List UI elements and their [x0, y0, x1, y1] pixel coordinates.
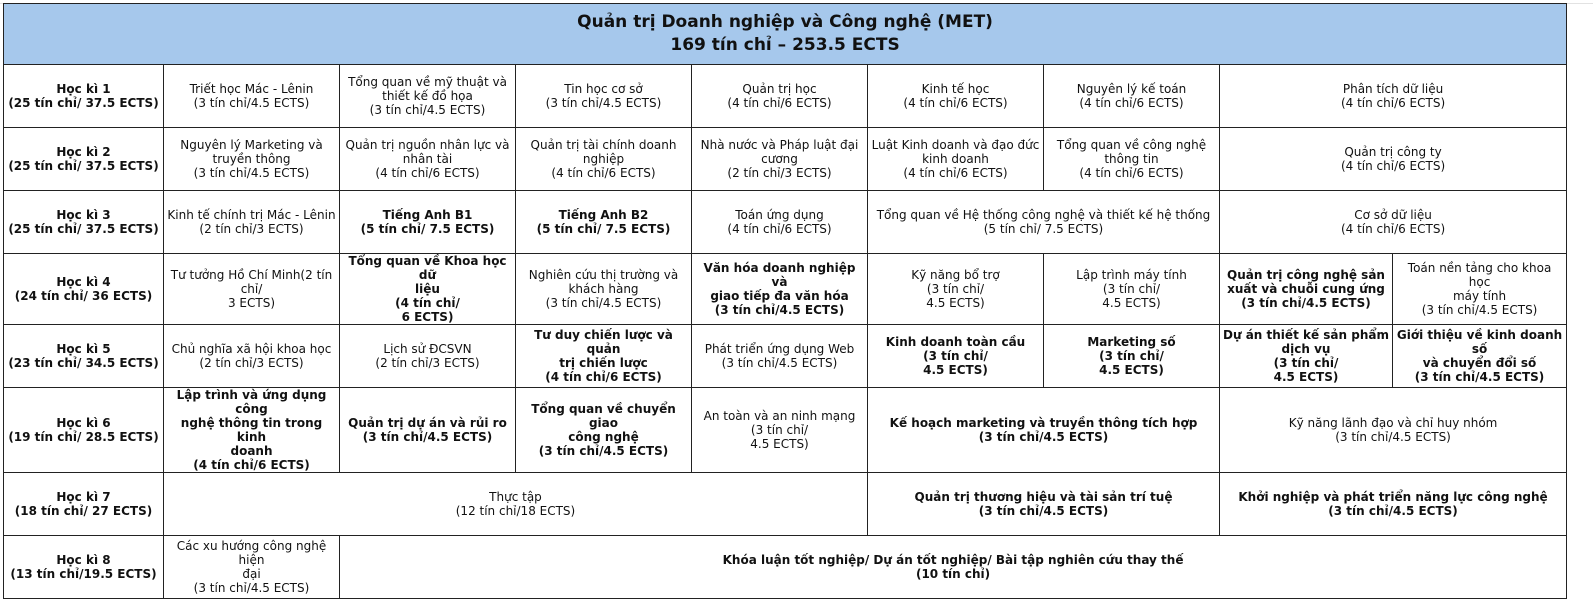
course-cell[interactable]: [1220, 128, 1567, 191]
semester-credits: (24 tín chỉ/ 36 ECTS): [14, 289, 153, 303]
course-cell[interactable]: [1220, 473, 1567, 536]
course-text-line: Kinh tế chính trị Mác - Lênin: [167, 208, 336, 222]
course-text-line: doanh: [230, 444, 273, 458]
course-text-line: (3 tín chỉ/4.5 ECTS): [193, 166, 310, 180]
course-text-line: An toàn và an ninh mạng: [703, 409, 856, 423]
semester-name: Học kì 7: [56, 490, 111, 504]
course-text-line: (3 tín chỉ/: [923, 349, 988, 363]
course-cell[interactable]: [1393, 325, 1567, 388]
course-text-line: (10 tín chỉ): [915, 567, 991, 581]
course-text-line: Tư tưởng Hồ Chí Minh(2 tín: [170, 268, 333, 282]
course-cell[interactable]: [340, 128, 516, 191]
course-text-line: Kinh doanh toàn cầu: [885, 335, 1026, 349]
semester-name: Học kì 6: [56, 416, 111, 430]
course-text-line: nghệ thông tin trong kinh: [180, 416, 323, 444]
course-text-line: (4 tín chỉ/6 ECTS): [1079, 96, 1184, 110]
curriculum-table: [3, 3, 1567, 599]
course-text-line: Lập trình máy tính: [1076, 268, 1187, 282]
semester-label-cell[interactable]: [4, 128, 164, 191]
course-text-line: Lịch sử ĐCSVN: [383, 342, 472, 356]
course-cell[interactable]: [340, 65, 516, 128]
semester-label-cell[interactable]: [4, 191, 164, 254]
course-text-line: 4.5 ECTS): [1102, 296, 1161, 310]
course-text-line: Triết học Mác - Lênin: [189, 82, 314, 96]
course-text-line: (4 tín chỉ/6 ECTS): [727, 222, 832, 236]
course-text-line: (4 tín chỉ/6 ECTS): [1079, 166, 1184, 180]
course-cell[interactable]: [1220, 388, 1567, 473]
course-text-line: 4.5 ECTS): [1099, 363, 1164, 377]
course-text-line: (3 tín chỉ/4.5 ECTS): [714, 303, 845, 317]
course-cell[interactable]: [1044, 128, 1220, 191]
course-text-line: 6 ECTS): [401, 310, 454, 324]
course-text-line: (5 tín chỉ/ 7.5 ECTS): [536, 222, 671, 236]
course-text-line: (5 tín chỉ/ 7.5 ECTS): [983, 222, 1104, 236]
semester-credits: (23 tín chỉ/ 34.5 ECTS): [8, 356, 159, 370]
semester-credits: (25 tín chỉ/ 37.5 ECTS): [8, 159, 159, 173]
course-text-line: (12 tín chỉ/18 ECTS): [455, 504, 576, 518]
course-text-line: Tiếng Anh B1: [382, 208, 473, 222]
course-text-line: Tiếng Anh B2: [558, 208, 649, 222]
course-cell[interactable]: [868, 128, 1044, 191]
course-text-line: (2 tín chỉ/3 ECTS): [375, 356, 480, 370]
course-text-line: Quản trị công nghệ sản: [1227, 268, 1385, 282]
course-text-line: Các xu hướng công nghệ hiện: [176, 539, 327, 567]
course-cell[interactable]: [340, 254, 516, 325]
course-text-line: Khởi nghiệp và phát triển năng lực công nghệ: [1238, 490, 1548, 504]
course-text-line: giao tiếp đa văn hóa: [710, 289, 849, 303]
course-cell[interactable]: [340, 388, 516, 473]
course-text-line: Quản trị dự án và rủi ro: [348, 416, 507, 430]
course-text-line: xuất và chuỗi cung ứng: [1227, 282, 1385, 296]
course-text-line: (3 tín chỉ/4.5 ECTS): [538, 444, 669, 458]
semester-credits: (19 tín chỉ/ 28.5 ECTS): [8, 430, 159, 444]
semester-credits: (25 tín chỉ/ 37.5 ECTS): [8, 96, 159, 110]
course-cell[interactable]: [164, 191, 340, 254]
course-text-line: Tư duy chiến lược và quản: [534, 328, 673, 356]
course-text-line: (2 tín chỉ/3 ECTS): [199, 222, 304, 236]
course-text-line: (3 tín chỉ/4.5 ECTS): [545, 96, 662, 110]
course-text-line: Khóa luận tốt nghiệp/ Dự án tốt nghiệp/ Bài tập nghiên cứu thay thế: [722, 553, 1184, 567]
program-title-cell[interactable]: [4, 4, 1567, 65]
semester-label-cell[interactable]: [4, 473, 164, 536]
course-text-line: Quản trị tài chính doanh: [530, 138, 677, 152]
course-text-line: máy tính: [1452, 289, 1507, 303]
course-text-line: thiết kế đồ họa: [382, 89, 473, 103]
course-text-line: (4 tín chỉ/6 ECTS): [727, 96, 832, 110]
course-text-line: (3 tín chỉ/4.5 ECTS): [1328, 504, 1458, 518]
course-text-line: Luật Kinh doanh và đạo đức: [871, 138, 1040, 152]
course-text-line: Tổng quan về mỹ thuật và: [348, 75, 507, 89]
course-cell[interactable]: [164, 254, 340, 325]
semester-credits: (18 tín chỉ/ 27 ECTS): [14, 504, 153, 518]
course-text-line: và chuyển đổi số: [1422, 356, 1537, 370]
course-text-line: (2 tín chỉ/3 ECTS): [199, 356, 304, 370]
course-text-line: Quản trị học: [742, 82, 817, 96]
course-text-line: (3 tín chỉ/4.5 ECTS): [362, 430, 493, 444]
course-text-line: nghiệp: [582, 152, 625, 166]
course-text-line: (3 tín chỉ/: [750, 423, 809, 437]
course-text-line: Nhà nước và Pháp luật đại: [700, 138, 859, 152]
course-text-line: (3 tín chỉ/4.5 ECTS): [369, 103, 486, 117]
course-text-line: Lập trình và ứng dụng công: [176, 388, 327, 416]
course-cell[interactable]: [516, 388, 692, 473]
course-cell[interactable]: [692, 254, 868, 325]
course-text-line: Nguyên lý kế toán: [1076, 82, 1187, 96]
course-text-line: Giới thiệu về kinh doanh số: [1396, 328, 1563, 356]
course-text-line: cương: [761, 152, 798, 166]
course-text-line: 4.5 ECTS): [1273, 370, 1339, 384]
course-cell[interactable]: [516, 325, 692, 388]
semester-label-cell[interactable]: [4, 388, 164, 473]
course-text-line: (4 tín chỉ/6 ECTS): [1340, 159, 1446, 173]
course-cell[interactable]: [692, 388, 868, 473]
course-text-line: 3 ECTS): [227, 296, 276, 310]
course-text-line: (5 tín chỉ/ 7.5 ECTS): [360, 222, 495, 236]
course-text-line: (4 tín chỉ/6 ECTS): [193, 458, 310, 472]
course-cell[interactable]: [1044, 65, 1220, 128]
semester-row: [4, 388, 1567, 473]
course-cell[interactable]: [692, 191, 868, 254]
course-text-line: Tổng quan về Hệ thống công nghệ và thiết kế hệ thống: [876, 208, 1211, 222]
course-text-line: (4 tín chỉ/6 ECTS): [1340, 96, 1446, 110]
course-text-line: Quản trị thương hiệu và tài sản trí tuệ: [914, 490, 1173, 504]
semester-label-cell[interactable]: [4, 536, 164, 599]
course-cell[interactable]: [516, 254, 692, 325]
course-text-line: (3 tín chỉ/4.5 ECTS): [193, 581, 310, 595]
course-cell[interactable]: [692, 325, 868, 388]
course-cell[interactable]: [516, 191, 692, 254]
course-text-line: truyền thông: [212, 152, 291, 166]
semester-row: [4, 325, 1567, 388]
semester-row: [4, 254, 1567, 325]
course-cell[interactable]: [1393, 254, 1567, 325]
course-text-line: thông tin: [1104, 152, 1159, 166]
course-text-line: Kỹ năng lãnh đạo và chỉ huy nhóm: [1288, 416, 1498, 430]
course-text-line: (3 tín chỉ/4.5 ECTS): [721, 356, 838, 370]
course-text-line: (3 tín chỉ/4.5 ECTS): [545, 296, 662, 310]
curriculum-sheet: [3, 3, 1567, 599]
course-text-line: (3 tín chỉ/4.5 ECTS): [978, 430, 1109, 444]
semester-row: [4, 536, 1567, 599]
course-text-line: (3 tín chỉ/4.5 ECTS): [193, 96, 310, 110]
course-text-line: 4.5 ECTS): [923, 363, 988, 377]
course-text-line: Phân tích dữ liệu: [1342, 82, 1444, 96]
course-text-line: 4.5 ECTS): [750, 437, 809, 451]
course-text-line: Kinh tế học: [921, 82, 990, 96]
course-text-line: Cơ sở dữ liệu: [1354, 208, 1432, 222]
course-text-line: Quản trị nguồn nhân lực và: [345, 138, 510, 152]
course-text-line: Nghiên cứu thị trường và: [528, 268, 679, 282]
course-text-line: (3 tín chỉ/: [1099, 349, 1164, 363]
course-cell[interactable]: [340, 325, 516, 388]
semester-name: Học kì 1: [56, 82, 111, 96]
course-cell[interactable]: [164, 536, 340, 599]
course-cell[interactable]: [164, 473, 868, 536]
semester-name: Học kì 4: [56, 275, 111, 289]
program-credits: 169 tín chỉ – 253.5 ECTS: [670, 35, 900, 55]
course-text-line: Văn hóa doanh nghiệp và: [703, 261, 856, 289]
course-cell[interactable]: [340, 536, 1567, 599]
course-cell[interactable]: [868, 65, 1044, 128]
course-text-line: Phát triển ứng dụng Web: [704, 342, 855, 356]
course-cell[interactable]: [868, 325, 1044, 388]
course-text-line: (4 tín chỉ/6 ECTS): [545, 370, 662, 384]
semester-label-cell[interactable]: [4, 325, 164, 388]
course-text-line: (4 tín chỉ/6 ECTS): [903, 166, 1008, 180]
course-text-line: Dự án thiết kế sản phẩm: [1223, 328, 1389, 342]
semester-label-cell[interactable]: [4, 65, 164, 128]
semester-name: Học kì 2: [56, 145, 111, 159]
course-text-line: Toán ứng dụng: [735, 208, 824, 222]
course-cell[interactable]: [516, 128, 692, 191]
course-text-line: liệu: [415, 282, 440, 296]
course-cell[interactable]: [340, 191, 516, 254]
semester-credits: (13 tín chỉ/19.5 ECTS): [10, 567, 157, 581]
course-text-line: Quản trị công ty: [1344, 145, 1442, 159]
course-cell[interactable]: [692, 65, 868, 128]
course-text-line: (4 tín chỉ/: [395, 296, 460, 310]
course-text-line: (4 tín chỉ/6 ECTS): [903, 96, 1008, 110]
course-text-line: Tổng quan về Khoa học dữ: [348, 254, 507, 282]
course-text-line: Kế hoạch marketing và truyền thông tích hợp: [889, 416, 1198, 430]
course-cell[interactable]: [868, 473, 1220, 536]
course-cell[interactable]: [164, 388, 340, 473]
course-cell[interactable]: [1044, 325, 1220, 388]
course-text-line: (4 tín chỉ/6 ECTS): [551, 166, 656, 180]
course-cell[interactable]: [164, 65, 340, 128]
course-text-line: Tổng quan về chuyển giao: [531, 402, 676, 430]
course-cell[interactable]: [868, 254, 1044, 325]
course-text-line: trị chiến lược: [559, 356, 648, 370]
course-cell[interactable]: [1044, 254, 1220, 325]
semester-row: [4, 128, 1567, 191]
course-text-line: Marketing số: [1087, 335, 1176, 349]
course-text-line: đại: [242, 567, 261, 581]
course-text-line: Chủ nghĩa xã hội khoa học: [171, 342, 332, 356]
semester-row: [4, 191, 1567, 254]
program-header-row: [4, 4, 1567, 65]
course-text-line: khách hàng: [568, 282, 639, 296]
course-cell[interactable]: [868, 388, 1220, 473]
course-text-line: Thực tập: [489, 490, 542, 504]
course-text-line: (3 tín chỉ/4.5 ECTS): [1335, 430, 1451, 444]
semester-row: [4, 65, 1567, 128]
course-text-line: Toán nền tảng cho khoa học: [1407, 261, 1552, 289]
course-text-line: (3 tín chỉ/: [926, 282, 985, 296]
semester-credits: (25 tín chỉ/ 37.5 ECTS): [8, 222, 159, 236]
course-text-line: (3 tín chỉ/: [1273, 356, 1339, 370]
course-text-line: (3 tín chỉ/4.5 ECTS): [1414, 370, 1545, 384]
course-cell[interactable]: [516, 65, 692, 128]
course-text-line: Kỹ năng bổ trợ: [911, 268, 1000, 282]
course-text-line: 4.5 ECTS): [926, 296, 985, 310]
semester-name: Học kì 8: [56, 553, 111, 567]
semester-name: Học kì 5: [56, 342, 111, 356]
course-text-line: (2 tín chỉ/3 ECTS): [727, 166, 832, 180]
course-text-line: (4 tín chỉ/6 ECTS): [375, 166, 480, 180]
course-text-line: dịch vụ: [1281, 342, 1331, 356]
course-text-line: Nguyên lý Marketing và: [180, 138, 323, 152]
course-text-line: (3 tín chỉ/4.5 ECTS): [978, 504, 1109, 518]
course-text-line: (4 tín chỉ/6 ECTS): [1340, 222, 1446, 236]
course-cell[interactable]: [1220, 191, 1567, 254]
course-text-line: Tổng quan về công nghệ: [1056, 138, 1207, 152]
course-cell[interactable]: [868, 191, 1220, 254]
course-cell[interactable]: [692, 128, 868, 191]
program-title: Quản trị Doanh nghiệp và Công nghệ (MET): [577, 12, 993, 32]
course-text-line: kinh doanh: [922, 152, 989, 166]
semester-name: Học kì 3: [56, 208, 111, 222]
semester-label-cell[interactable]: [4, 254, 164, 325]
course-text-line: (3 tín chỉ/4.5 ECTS): [1241, 296, 1371, 310]
course-text-line: (3 tín chỉ/: [1102, 282, 1161, 296]
course-text-line: chỉ/: [240, 282, 263, 296]
course-cell[interactable]: [1220, 65, 1567, 128]
course-text-line: nhân tài: [402, 152, 453, 166]
course-text-line: (3 tín chỉ/4.5 ECTS): [1421, 303, 1538, 317]
course-cell[interactable]: [164, 325, 340, 388]
semester-row: [4, 473, 1567, 536]
course-text-line: công nghệ: [568, 430, 639, 444]
course-text-line: Tin học cơ sở: [564, 82, 643, 96]
course-cell[interactable]: [1220, 254, 1393, 325]
course-cell[interactable]: [164, 128, 340, 191]
course-cell[interactable]: [1220, 325, 1393, 388]
